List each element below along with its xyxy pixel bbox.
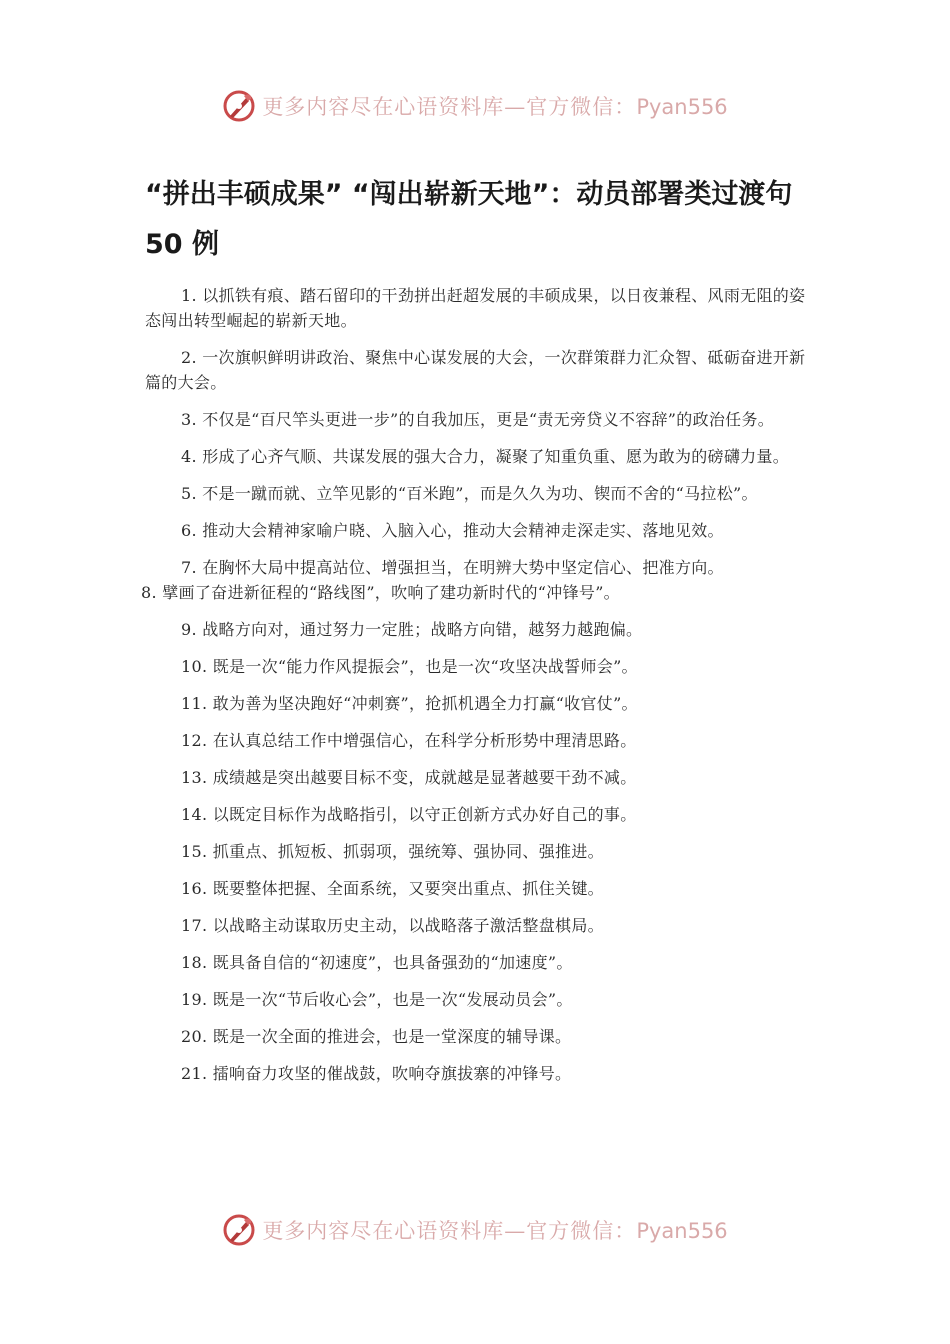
list-item: 7. 在胸怀大局中提高站位、增强担当，在明辨大势中坚定信心、把准方向。: [181, 558, 724, 577]
list-item: 8. 擘画了奋进新征程的“路线图”，吹响了建功新时代的“冲锋号”。: [141, 583, 620, 602]
wechat-id: Pyan556: [636, 1219, 728, 1243]
quill-pen-logo-icon: [222, 1213, 256, 1247]
list-item: 20. 既是一次全面的推进会，也是一堂深度的辅导课。: [181, 1027, 572, 1046]
list-item: 5. 不是一蹴而就、立竿见影的“百米跑”，而是久久为功、锲而不舍的“马拉松”。: [181, 484, 758, 503]
banner-text: 更多内容尽在心语资料库—官方微信：Pyan556: [262, 1219, 728, 1243]
quill-pen-logo-icon: [222, 89, 256, 123]
page-title: “拼出丰硕成果” “闯出崭新天地”：动员部署类过渡句 50 例: [145, 179, 793, 260]
wechat-id: Pyan556: [636, 95, 728, 119]
list-item: 16. 既要整体把握、全面系统，又要突出重点、抓住关键。: [181, 879, 604, 898]
list-item: 15. 抓重点、抓短板、抓弱项，强统筹、强协同、强推进。: [181, 842, 604, 861]
list-item: 3. 不仅是“百尺竿头更进一步”的自我加压，更是“责无旁贷义不容辞”的政治任务。: [181, 410, 775, 429]
list-item: 11. 敢为善为坚决跑好“冲刺赛”，抢抓机遇全力打赢“收官仗”。: [181, 694, 638, 713]
header-watermark-banner: [0, 86, 950, 126]
list-item: 14. 以既定目标作为战略指引，以守正创新方式办好自己的事。: [181, 805, 637, 824]
list-item: 13. 成绩越是突出越要目标不变，成就越是显著越要干劲不减。: [181, 768, 637, 787]
list-item: 21. 擂响奋力攻坚的催战鼓，吹响夺旗拔寨的冲锋号。: [181, 1064, 572, 1083]
footer-watermark-banner: [0, 1210, 950, 1250]
list-item: 4. 形成了心齐气顺、共谋发展的强大合力，凝聚了知重负重、愿为敢为的磅礴力量。: [181, 447, 790, 466]
list-item: 18. 既具备自信的“初速度”，也具备强劲的“加速度”。: [181, 953, 573, 972]
list-item: 2. 一次旗帜鲜明讲政治、聚焦中心谋发展的大会，一次群策群力汇众智、砥砺奋进开新篇的大会。: [145, 348, 806, 392]
list-item: 9. 战略方向对，通过努力一定胜；战略方向错，越努力越跑偏。: [181, 620, 643, 639]
banner-text: 更多内容尽在心语资料库—官方微信：Pyan556: [262, 95, 728, 119]
sentence-list: [141, 283, 815, 1098]
list-item: 12. 在认真总结工作中增强信心，在科学分析形势中理清思路。: [181, 731, 637, 750]
list-item: 6. 推动大会精神家喻户晓、入脑入心，推动大会精神走深走实、落地见效。: [181, 521, 724, 540]
list-item: 19. 既是一次“节后收心会”，也是一次“发展动员会”。: [181, 990, 573, 1009]
list-item: 17. 以战略主动谋取历史主动，以战略落子激活整盘棋局。: [181, 916, 604, 935]
list-item: 10. 既是一次“能力作风提振会”，也是一次“攻坚决战誓师会”。: [181, 657, 638, 676]
list-item: 1. 以抓铁有痕、踏石留印的干劲拼出赶超发展的丰硕成果，以日夜兼程、风雨无阻的姿态闯出转型崛起的崭新天地。: [145, 286, 806, 330]
